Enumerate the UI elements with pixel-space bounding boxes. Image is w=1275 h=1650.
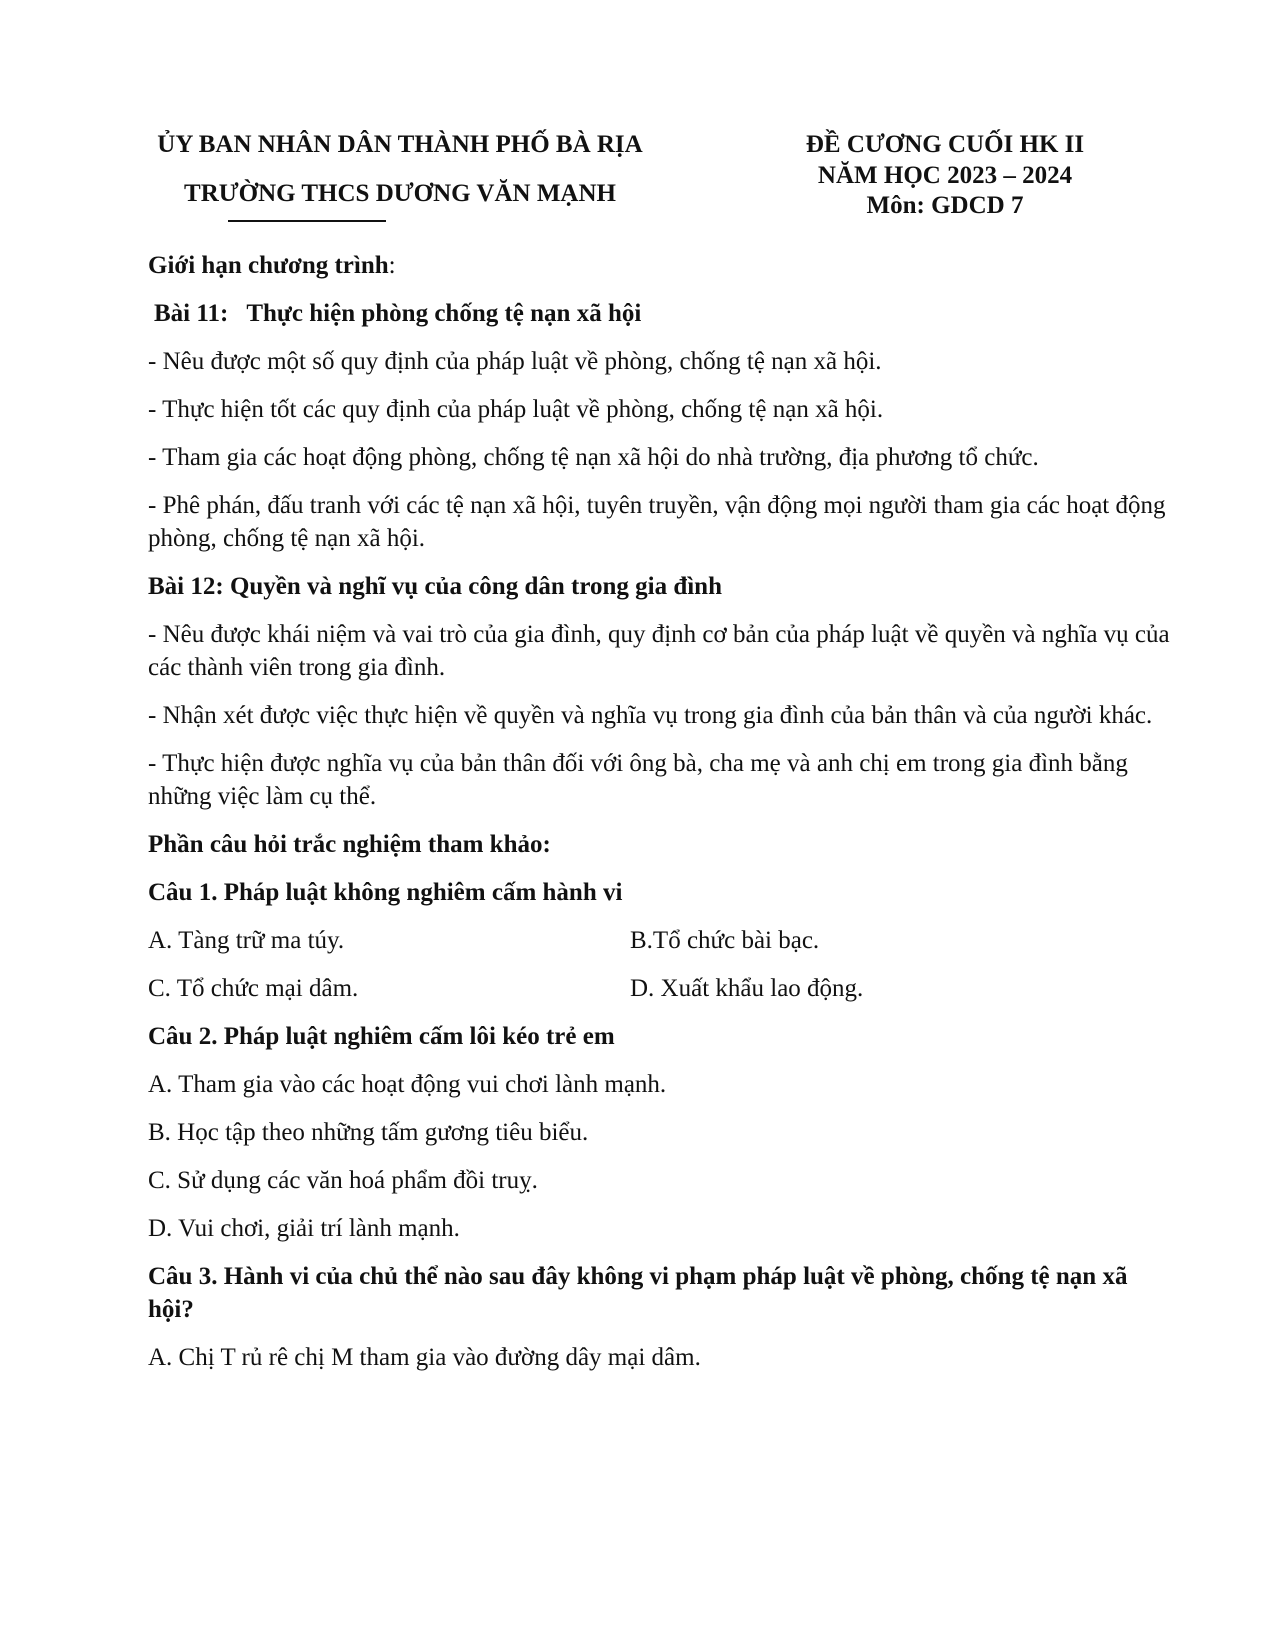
document-body <box>148 249 1170 1389</box>
option-a: A. Tham gia vào các hoạt động vui chơi lành mạnh. <box>148 1071 667 1098</box>
option-a: A. Tàng trữ ma túy. <box>148 927 345 954</box>
lesson-12-item: - Nhận xét được việc thực hiện về quyền và nghĩa vụ trong gia đình của bản thân và của người khác. <box>148 702 1153 729</box>
school-name: TRƯỜNG THCS DƯƠNG VĂN MẠNH <box>184 180 616 207</box>
question-1: Câu 1. Pháp luật không nghiêm cấm hành vi <box>148 879 623 906</box>
lesson-11-item: - Phê phán, đấu tranh với các tệ nạn xã hội, tuyên truyền, vận động mọi người tham gia các hoạt động phòng, chống tệ nạn xã hội. <box>148 492 1166 552</box>
option-a: A. Chị T rủ rê chị M tham gia vào đường dây mại dâm. <box>148 1344 701 1371</box>
authority-name: ỦY BAN NHÂN DÂN THÀNH PHỐ BÀ RỊA <box>157 131 643 158</box>
scope-heading: Giới hạn chương trình: <box>148 252 396 279</box>
option-d: D. Xuất khẩu lao động. <box>630 975 864 1002</box>
lesson-12-heading: Bài 12: Quyền và nghĩ vụ của công dân trong gia đình <box>148 573 722 600</box>
header-right <box>725 130 1165 221</box>
question-2: Câu 2. Pháp luật nghiêm cấm lôi kéo trẻ em <box>148 1023 615 1050</box>
lesson-12-item: - Thực hiện được nghĩa vụ của bản thân đối với ông bà, cha mẹ và anh chị em trong gia đình bằng những việc làm cụ thể. <box>148 750 1128 810</box>
quiz-heading: Phần câu hỏi trắc nghiệm tham khảo: <box>148 831 551 858</box>
option-b: B.Tổ chức bài bạc. <box>630 927 820 954</box>
lesson-12-item: - Nêu được khái niệm và vai trò của gia đình, quy định cơ bản của pháp luật về quyền và nghĩa vụ của các thành viên trong gia đình. <box>148 621 1170 681</box>
school-year: NĂM HỌC 2023 – 2024 <box>817 162 1073 189</box>
school-name-underline <box>228 220 386 222</box>
lesson-11-heading: Bài 11: Thực hiện phòng chống tệ nạn xã hội <box>154 300 642 327</box>
option-b: B. Học tập theo những tấm gương tiêu biểu. <box>148 1119 589 1146</box>
question-1-options-row <box>148 924 1170 957</box>
option-d: D. Vui chơi, giải trí lành mạnh. <box>148 1215 460 1242</box>
option-c: C. Tổ chức mại dâm. <box>148 975 359 1002</box>
question-1-options-row <box>148 972 1170 1005</box>
lesson-11-item: - Tham gia các hoạt động phòng, chống tệ nạn xã hội do nhà trường, địa phương tổ chức. <box>148 444 1039 471</box>
subject: Môn: GDCD 7 <box>866 192 1024 219</box>
header-left <box>110 130 690 209</box>
lesson-11-item: - Thực hiện tốt các quy định của pháp luật về phòng, chống tệ nạn xã hội. <box>148 396 884 423</box>
document-title: ĐỀ CƯƠNG CUỐI HK II <box>805 131 1085 158</box>
lesson-11-item: - Nêu được một số quy định của pháp luật về phòng, chống tệ nạn xã hội. <box>148 348 882 375</box>
question-3: Câu 3. Hành vi của chủ thể nào sau đây không vi phạm pháp luật về phòng, chống tệ nạn xã hội? <box>148 1263 1128 1323</box>
option-c: C. Sử dụng các văn hoá phẩm đồi truỵ. <box>148 1167 538 1194</box>
